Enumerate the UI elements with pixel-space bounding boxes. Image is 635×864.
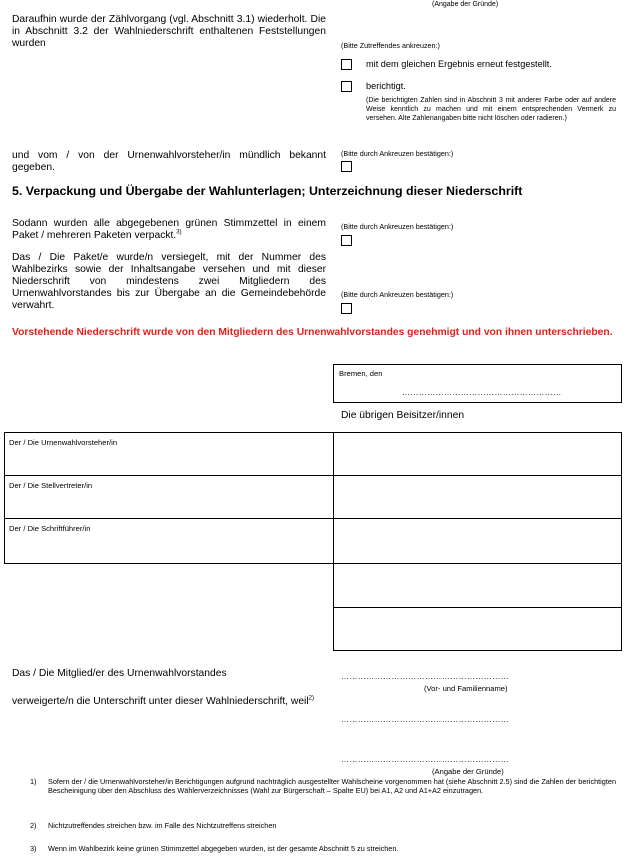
- footnote-ref-3: 3): [176, 229, 182, 236]
- footnote-1-text: Sofern der / die Urnenwahlvorsteher/in Berichtigungen aufgrund nachträglich ausgestellter Wahlscheine vorgenommen hat (siehe Abschnitt 2.5) sind die Zahlen der berichtigten Bescheinigung über den Abschluss des Wählerverzeichnisses (Wahl zur Bürgerschaft – Spalte EU) bei A1, A2 und A1+A2 einzutragen.: [48, 777, 616, 795]
- refusal-name-dots: ……………………………………………………: [341, 672, 509, 681]
- refusal-reason-dots-1: ……………………………………………………: [341, 715, 509, 724]
- footnote-1-number: 1): [30, 777, 37, 786]
- assessor-signature-cell-3[interactable]: [333, 518, 622, 564]
- packed-checkbox[interactable]: [341, 235, 352, 246]
- assessor-signature-cell-4[interactable]: [333, 563, 622, 608]
- signature-label-chair: Der / Die Urnenwahlvorsteher/in: [9, 438, 118, 447]
- footnote-2-number: 2): [30, 821, 37, 830]
- footnote-2-text: Nichtzutreffendes streichen bzw. im Falle des Nichtzutreffens streichen: [48, 821, 277, 830]
- assessor-signature-cell-2[interactable]: [333, 475, 622, 519]
- section5-heading: 5. Verpackung und Übergabe der Wahlunterlagen; Unterzeichnung dieser Niederschrift: [12, 184, 523, 198]
- announce-checkbox[interactable]: [341, 161, 352, 172]
- signature-cell-deputy[interactable]: [4, 475, 334, 519]
- sealed-checkbox[interactable]: [341, 303, 352, 314]
- option-same-label: mit dem gleichen Ergebnis erneut festgestellt.: [366, 59, 552, 69]
- refusal-member-text: Das / Die Mitglied/er des Urnenwahlvorstandes: [12, 668, 227, 679]
- packed-hint: (Bitte durch Ankreuzen bestätigen:): [341, 222, 454, 231]
- reasons-caption-top: (Angabe der Gründe): [432, 1, 499, 8]
- assessor-signature-cell-5[interactable]: [333, 607, 622, 651]
- sealed-hint: (Bitte durch Ankreuzen bestätigen:): [341, 290, 454, 299]
- packed-text: Sodann wurden alle abgegebenen grünen Stimmzettel in einem Paket / mehreren Paketen verpackt.$^{3)}$: [12, 218, 326, 241]
- signature-label-secretary: Der / Die Schriftführer/in: [9, 524, 91, 533]
- recount-text: Daraufhin wurde der Zählvorgang (vgl. Abschnitt 3.1) wiederholt. Die in Abschnitt 3.2 der Wahlniederschrift enthaltenen Feststellungen wurden: [12, 14, 326, 49]
- footnote-ref-2: 2): [308, 695, 314, 702]
- signature-cell-secretary[interactable]: [4, 518, 334, 564]
- option-corrected-label: berichtigt.: [366, 81, 406, 91]
- refusal-refused-text: verweigerte/n die Unterschrift unter dieser Wahlniederschrift, weil$^{2)}$: [12, 695, 314, 707]
- place-date-dots: …………………………………………………: [402, 388, 562, 397]
- corrected-note: (Die berichtigten Zahlen sind in Abschnitt 3 mit anderer Farbe oder auf andere Weise kenntlich zu machen und mit einem entsprechenden Vermerk zu versehen. Alte Zahlenangaben bitte nicht löschen oder radieren.): [366, 97, 616, 122]
- footnote-3-text: Wenn im Wahlbezirk keine grünen Stimmzettel abgegeben wurden, ist der gesamte Abschnitt 5 zu streichen.: [48, 844, 399, 853]
- other-assessors-label: Die übrigen Beisitzer/innen: [341, 410, 465, 421]
- announce-text: und vom / von der Urnenwahlvorsteher/in mündlich bekannt gegeben.: [12, 150, 326, 173]
- place-date-label: Bremen, den: [339, 369, 383, 378]
- option-corrected-checkbox[interactable]: [341, 81, 352, 92]
- footnote-3-number: 3): [30, 844, 37, 853]
- assessor-signature-cell-1[interactable]: [333, 432, 622, 476]
- refusal-reason-dots-2: ……………………………………………………: [341, 755, 509, 764]
- option-same-checkbox[interactable]: [341, 59, 352, 70]
- sealed-text: Das / Die Paket/e wurde/n versiegelt, mit der Nummer des Wahlbezirks sowie der Inhaltsangabe versehen und mit dieser Niederschrift von mindestens zwei Mitgliedern des Urnenwahlvorstandes bis zur Übergabe an die Gemeindebehörde verwahrt.: [12, 252, 326, 311]
- approval-notice: Vorstehende Niederschrift wurde von den Mitgliedern des Urnenwahlvorstandes genehmigt und von ihnen unterschrieben.: [12, 327, 613, 338]
- signature-cell-chair[interactable]: [4, 432, 334, 476]
- place-date-box[interactable]: [333, 364, 622, 403]
- refusal-reason-caption: (Angabe der Gründe): [432, 767, 504, 776]
- recount-hint: (Bitte Zutreffendes ankreuzen:): [341, 41, 440, 50]
- announce-hint: (Bitte durch Ankreuzen bestätigen:): [341, 149, 454, 158]
- signature-label-deputy: Der / Die Stellvertreter/in: [9, 481, 93, 490]
- refusal-name-caption: (Vor- und Familienname): [424, 684, 508, 693]
